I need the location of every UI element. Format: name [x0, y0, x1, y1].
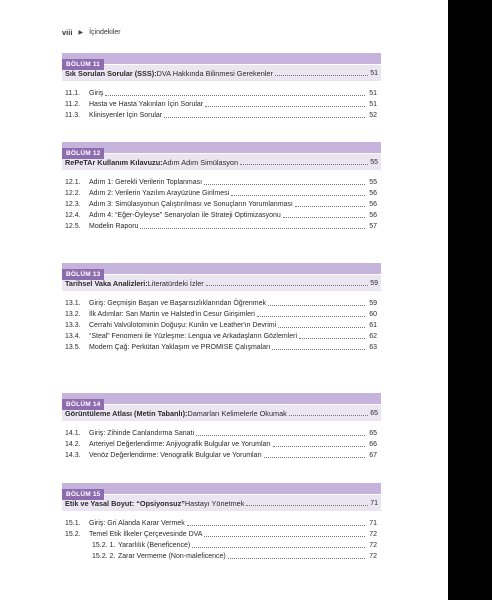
entry-page: 51	[369, 90, 377, 97]
entry-page: 72	[369, 531, 377, 538]
entry-title: Klinisyenler İçin Sorular	[89, 112, 163, 119]
toc-entry[interactable]	[62, 342, 381, 353]
entry-number: 12.4.	[65, 212, 81, 219]
chapter-title-row[interactable]	[62, 405, 381, 421]
chapter-badge-bar	[62, 263, 381, 278]
entry-number: 12.3.	[65, 201, 81, 208]
entry-page: 61	[369, 322, 377, 329]
leader-dots	[192, 547, 365, 548]
entry-page: 51	[369, 101, 377, 108]
chapter-title-bold: Tarihsel Vaka Analizleri:	[65, 278, 148, 288]
chapter-title-rest: Hastayı Yönetmek	[184, 498, 245, 508]
entry-page: 60	[369, 311, 377, 318]
entry-page: 57	[369, 223, 377, 230]
leader-dots	[264, 457, 365, 458]
chapter-badge-bar	[62, 142, 381, 157]
entry-page: 67	[369, 452, 377, 459]
entry-title: Venöz Değerlendirme: Venografik Bulgular ve Yorumları	[89, 452, 262, 459]
leader-dots	[105, 95, 365, 96]
leader-dots	[228, 558, 365, 559]
entry-title: Cerrahi Valvülotominin Doğuşu: Kunlin ve Leather'ın Devrimi	[89, 322, 277, 329]
chapter-title-row[interactable]	[62, 65, 381, 81]
entry-title: Hasta ve Hasta Yakınları İçin Sorular	[89, 101, 204, 108]
leader-dots	[205, 106, 365, 107]
entry-page: 56	[369, 201, 377, 208]
entry-page: 56	[369, 190, 377, 197]
entry-page: 62	[369, 333, 377, 340]
entry-page: 55	[369, 179, 377, 186]
chapter-page: 51	[370, 69, 378, 77]
chapter-page: 55	[370, 158, 378, 166]
toc-entry[interactable]	[62, 450, 381, 461]
chapter-badge: BÖLÜM 14	[62, 399, 104, 410]
leader-dots	[240, 164, 368, 165]
chapter-badge: BÖLÜM 13	[62, 269, 104, 280]
leader-dots	[204, 536, 365, 537]
entry-title: Modern Çağ: Perkütan Yaklaşım ve PROMISE Çalışmaları	[89, 344, 271, 351]
toc-entry[interactable]	[62, 110, 381, 121]
entry-number: 11.1.	[65, 90, 81, 97]
leader-dots	[206, 285, 369, 286]
chapter-13	[62, 263, 381, 353]
entry-number: 13.5.	[65, 344, 81, 351]
toc-entry[interactable]	[62, 88, 381, 99]
entry-title: İlk Adımlar: San Martin ve Halsted'in Cesur Girişimleri	[89, 311, 255, 318]
entry-page: 59	[369, 300, 377, 307]
running-header	[62, 28, 121, 37]
chapter-page: 65	[370, 409, 378, 417]
chapter-page: 59	[370, 279, 378, 287]
entry-page: 63	[369, 344, 377, 351]
toc-entry[interactable]	[62, 309, 381, 320]
chapter-title-bold: RePeTAr Kullanım Kılavuzu:	[65, 157, 163, 167]
entry-number: 15.2.	[65, 531, 81, 538]
leader-dots	[278, 327, 365, 328]
toc-entry[interactable]	[62, 320, 381, 331]
entry-number: 15.2. 1.	[92, 542, 116, 549]
leader-dots	[246, 505, 368, 506]
chapter-title-bold: Sık Sorulan Sorular (SSS):	[65, 68, 157, 78]
entry-number: 14.3.	[65, 452, 81, 459]
leader-dots	[204, 184, 365, 185]
leader-dots	[164, 117, 365, 118]
entry-number: 11.2.	[65, 101, 81, 108]
toc-entry[interactable]	[62, 177, 381, 188]
toc-entry[interactable]	[62, 331, 381, 342]
entry-number: 13.2.	[65, 311, 81, 318]
chapter-title-rest: DVA Hakkında Bilinmesi Gerekenler	[156, 68, 273, 78]
chapter-title-bold: Etik ve Yasal Boyut: “Opsiyonsuz”	[65, 498, 185, 508]
entry-page: 56	[369, 212, 377, 219]
entry-title: Arteriyel Değerlendirme: Anjiyografik Bulgular ve Yorumları	[89, 441, 271, 448]
entry-title: Modelin Raporu	[89, 223, 139, 230]
chapter-badge: BÖLÜM 12	[62, 148, 104, 159]
leader-dots	[295, 206, 365, 207]
chapter-badge-bar	[62, 483, 381, 498]
toc-entry[interactable]	[62, 518, 381, 529]
entry-page: 72	[369, 542, 377, 549]
triangle-icon: ▶	[78, 30, 84, 36]
leader-dots	[268, 305, 365, 306]
entry-page: 65	[369, 430, 377, 437]
chapter-title-row[interactable]	[62, 275, 381, 291]
toc-entry[interactable]	[62, 210, 381, 221]
chapter-15	[62, 483, 381, 562]
entry-title: Yararlılık (Beneficence)	[118, 542, 191, 549]
entry-title: Zarar Vermeme (Non-maleficence)	[118, 553, 226, 560]
chapter-badge: BÖLÜM 11	[62, 59, 104, 70]
entry-title: Temel Etik İlkeler Çerçevesinde DVA	[89, 531, 203, 538]
entry-number: 14.1.	[65, 430, 81, 437]
chapter-badge-bar	[62, 53, 381, 68]
entry-title: Giriş: Zihinde Canlandırma Sanatı	[89, 430, 195, 437]
leader-dots	[299, 338, 365, 339]
entry-number: 12.1.	[65, 179, 81, 186]
chapter-title-row[interactable]	[62, 154, 381, 170]
toc-entry[interactable]	[62, 298, 381, 309]
leader-dots	[231, 195, 365, 196]
leader-dots	[257, 316, 365, 317]
entry-number: 15.2. 2.	[92, 553, 116, 560]
entry-page: 52	[369, 112, 377, 119]
header-title: İçindekiler	[89, 29, 121, 36]
page-number: viii	[62, 28, 73, 37]
leader-dots	[140, 228, 365, 229]
entry-title: Adım 3: Simülasyonun Çalıştırılması ve Sonuçların Yorumlanması	[89, 201, 293, 208]
toc-subentry[interactable]	[62, 540, 381, 551]
chapter-badge-bar	[62, 393, 381, 408]
toc-entry[interactable]	[62, 428, 381, 439]
entry-title: Giriş	[89, 90, 104, 97]
chapter-title-rest: Damarları Kelimelerle Okumak	[187, 408, 287, 418]
dark-margin	[448, 0, 492, 600]
chapter-title-row[interactable]	[62, 495, 381, 511]
leader-dots	[187, 525, 365, 526]
entry-page: 66	[369, 441, 377, 448]
leader-dots	[283, 217, 365, 218]
chapter-title-bold: Görüntüleme Atlası (Metin Tabanlı):	[65, 408, 188, 418]
entry-page: 72	[369, 553, 377, 560]
entry-title: Giriş: Geçmişin Başarı ve Başarısızlıklarından Öğrenmek	[89, 300, 267, 307]
entry-number: 12.5.	[65, 223, 81, 230]
entry-title: Adım 1: Gerekli Verilerin Toplanması	[89, 179, 203, 186]
toc-entry[interactable]	[62, 439, 381, 450]
toc-subentry[interactable]	[62, 551, 381, 562]
chapter-title-rest: Adım Adım Simülasyon	[162, 157, 239, 167]
chapter-14	[62, 393, 381, 461]
toc-entry[interactable]	[62, 199, 381, 210]
entry-number: 13.4.	[65, 333, 81, 340]
chapter-12	[62, 142, 381, 232]
chapter-11	[62, 53, 381, 121]
entry-title: Adım 2: Verilerin Yazılım Arayüzüne Girilmesi	[89, 190, 230, 197]
entry-title: Adım 4: “Eğer-Öyleyse” Senaryoları ile Strateji Optimizasyonu	[89, 212, 281, 219]
entry-number: 13.1.	[65, 300, 81, 307]
entry-number: 11.3.	[65, 112, 81, 119]
entry-number: 12.2.	[65, 190, 81, 197]
leader-dots	[275, 75, 368, 76]
entry-page: 71	[369, 520, 377, 527]
entry-number: 14.2.	[65, 441, 81, 448]
entry-number: 15.1.	[65, 520, 81, 527]
leader-dots	[272, 349, 365, 350]
chapter-badge: BÖLÜM 15	[62, 489, 104, 500]
leader-dots	[273, 446, 365, 447]
leader-dots	[289, 415, 368, 416]
toc-entry[interactable]	[62, 221, 381, 232]
chapter-title-rest: Literatürdeki İzler	[147, 278, 204, 288]
chapter-page: 71	[370, 499, 378, 507]
entry-title: “Steal” Fenomeni ile Yüzleşme: Lengua ve Arkadaşların Gözlemleri	[89, 333, 298, 340]
toc-entry[interactable]	[62, 188, 381, 199]
toc-entry[interactable]	[62, 99, 381, 110]
toc-entry[interactable]	[62, 529, 381, 540]
entry-number: 13.3.	[65, 322, 81, 329]
entry-title: Giriş: Gri Alanda Karar Vermek	[89, 520, 185, 527]
leader-dots	[196, 435, 365, 436]
